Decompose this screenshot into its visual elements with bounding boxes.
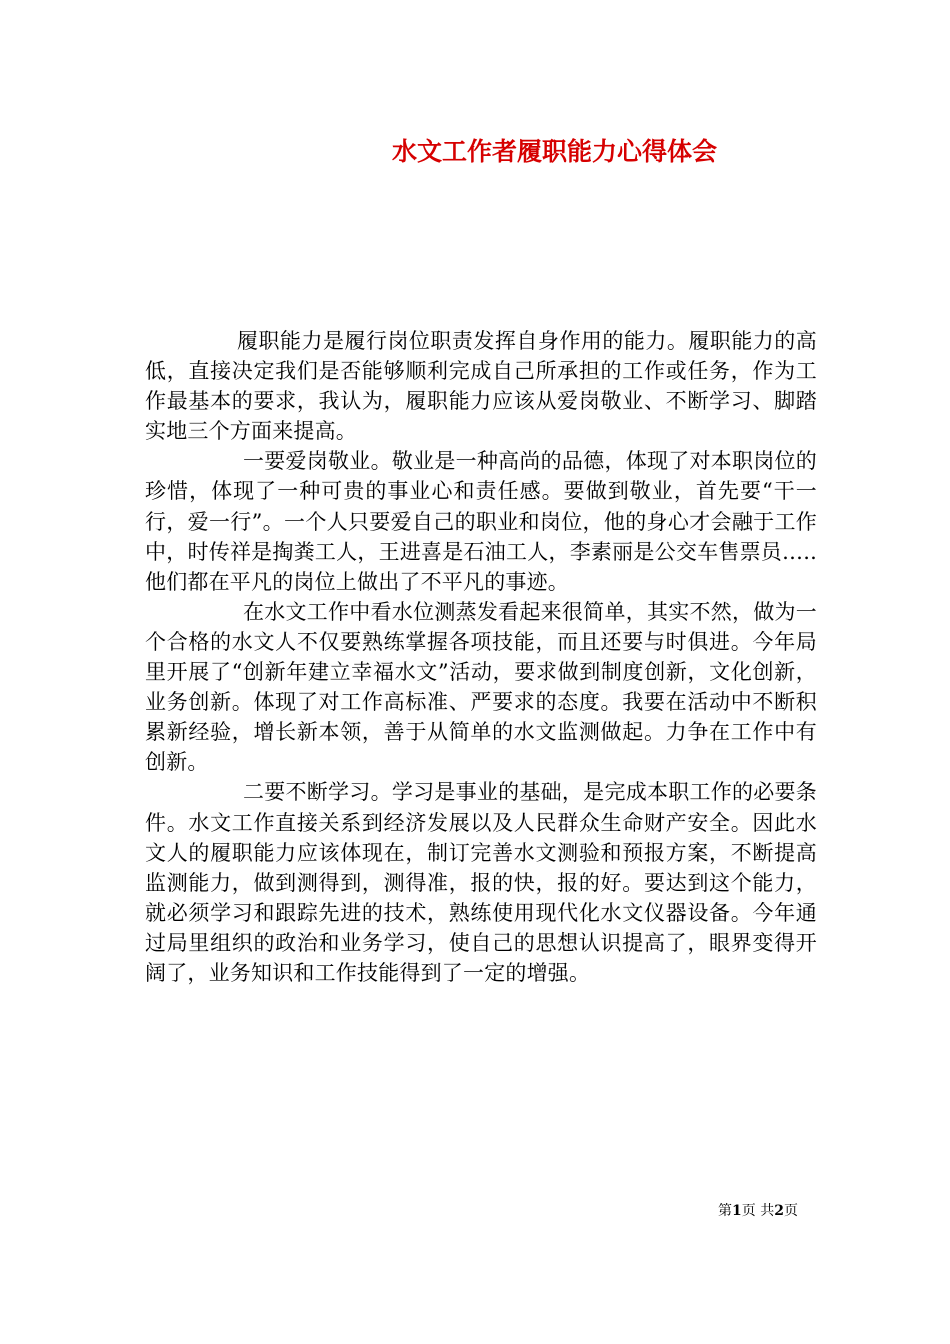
- document-title: 水文工作者履职能力心得体会: [392, 137, 718, 166]
- paragraph-dedication: 一要爱岗敬业。敬业是一种高尚的品德，体现了对本职岗位的珍惜，体现了一种可贵的事业心和责任感。要做到敬业，首先要“干一行，爱一行”。一个人只要爱自己的职业和岗位，他的身心才会融于工作中，时传祥是掏粪工人，王进喜是石油工人，李素丽是公交车售票员…..他们都在平凡的岗位上做出了不平凡的事迹。: [145, 449, 817, 594]
- page-number-footer: [718, 1202, 798, 1220]
- footer-suffix: 页: [783, 1203, 798, 1219]
- footer-middle: 页 共: [741, 1203, 775, 1219]
- footer-current-page: 1: [732, 1203, 742, 1219]
- document-body: [145, 326, 817, 988]
- paragraph-intro: 履职能力是履行岗位职责发挥自身作用的能力。履职能力的高低，直接决定我们是否能够顺利完成自己所承担的工作或任务，作为工作最基本的要求，我认为，履职能力应该从爱岗敬业、不断学习、脚踏实地三个方面来提高。: [145, 329, 817, 444]
- footer-prefix: 第: [718, 1203, 732, 1219]
- footer-total-pages: 2: [774, 1203, 784, 1219]
- paragraph-innovation: 在水文工作中看水位测蒸发看起来很简单，其实不然，做为一个合格的水文人不仅要熟练掌握各项技能，而且还要与时俱进。今年局里开展了“创新年建立幸福水文”活动，要求做到制度创新，文化创新，业务创新。体现了对工作高标准、严要求的态度。我要在活动中不断积累新经验，增长新本领，善于从简单的水文监测做起。力争在工作中有创新。: [145, 599, 817, 775]
- paragraph-learning: 二要不断学习。学习是事业的基础，是完成本职工作的必要条件。水文工作直接关系到经济发展以及人民群众生命财产安全。因此水文人的履职能力应该体现在，制订完善水文测验和预报方案，不断提高监测能力，做到测得到，测得准，报的快，报的好。要达到这个能力，就必须学习和跟踪先进的技术，熟练使用现代化水文仪器设备。今年通过局里组织的政治和业务学习，使自己的思想认识提高了，眼界变得开阔了，业务知识和工作技能得到了一定的增强。: [145, 780, 817, 985]
